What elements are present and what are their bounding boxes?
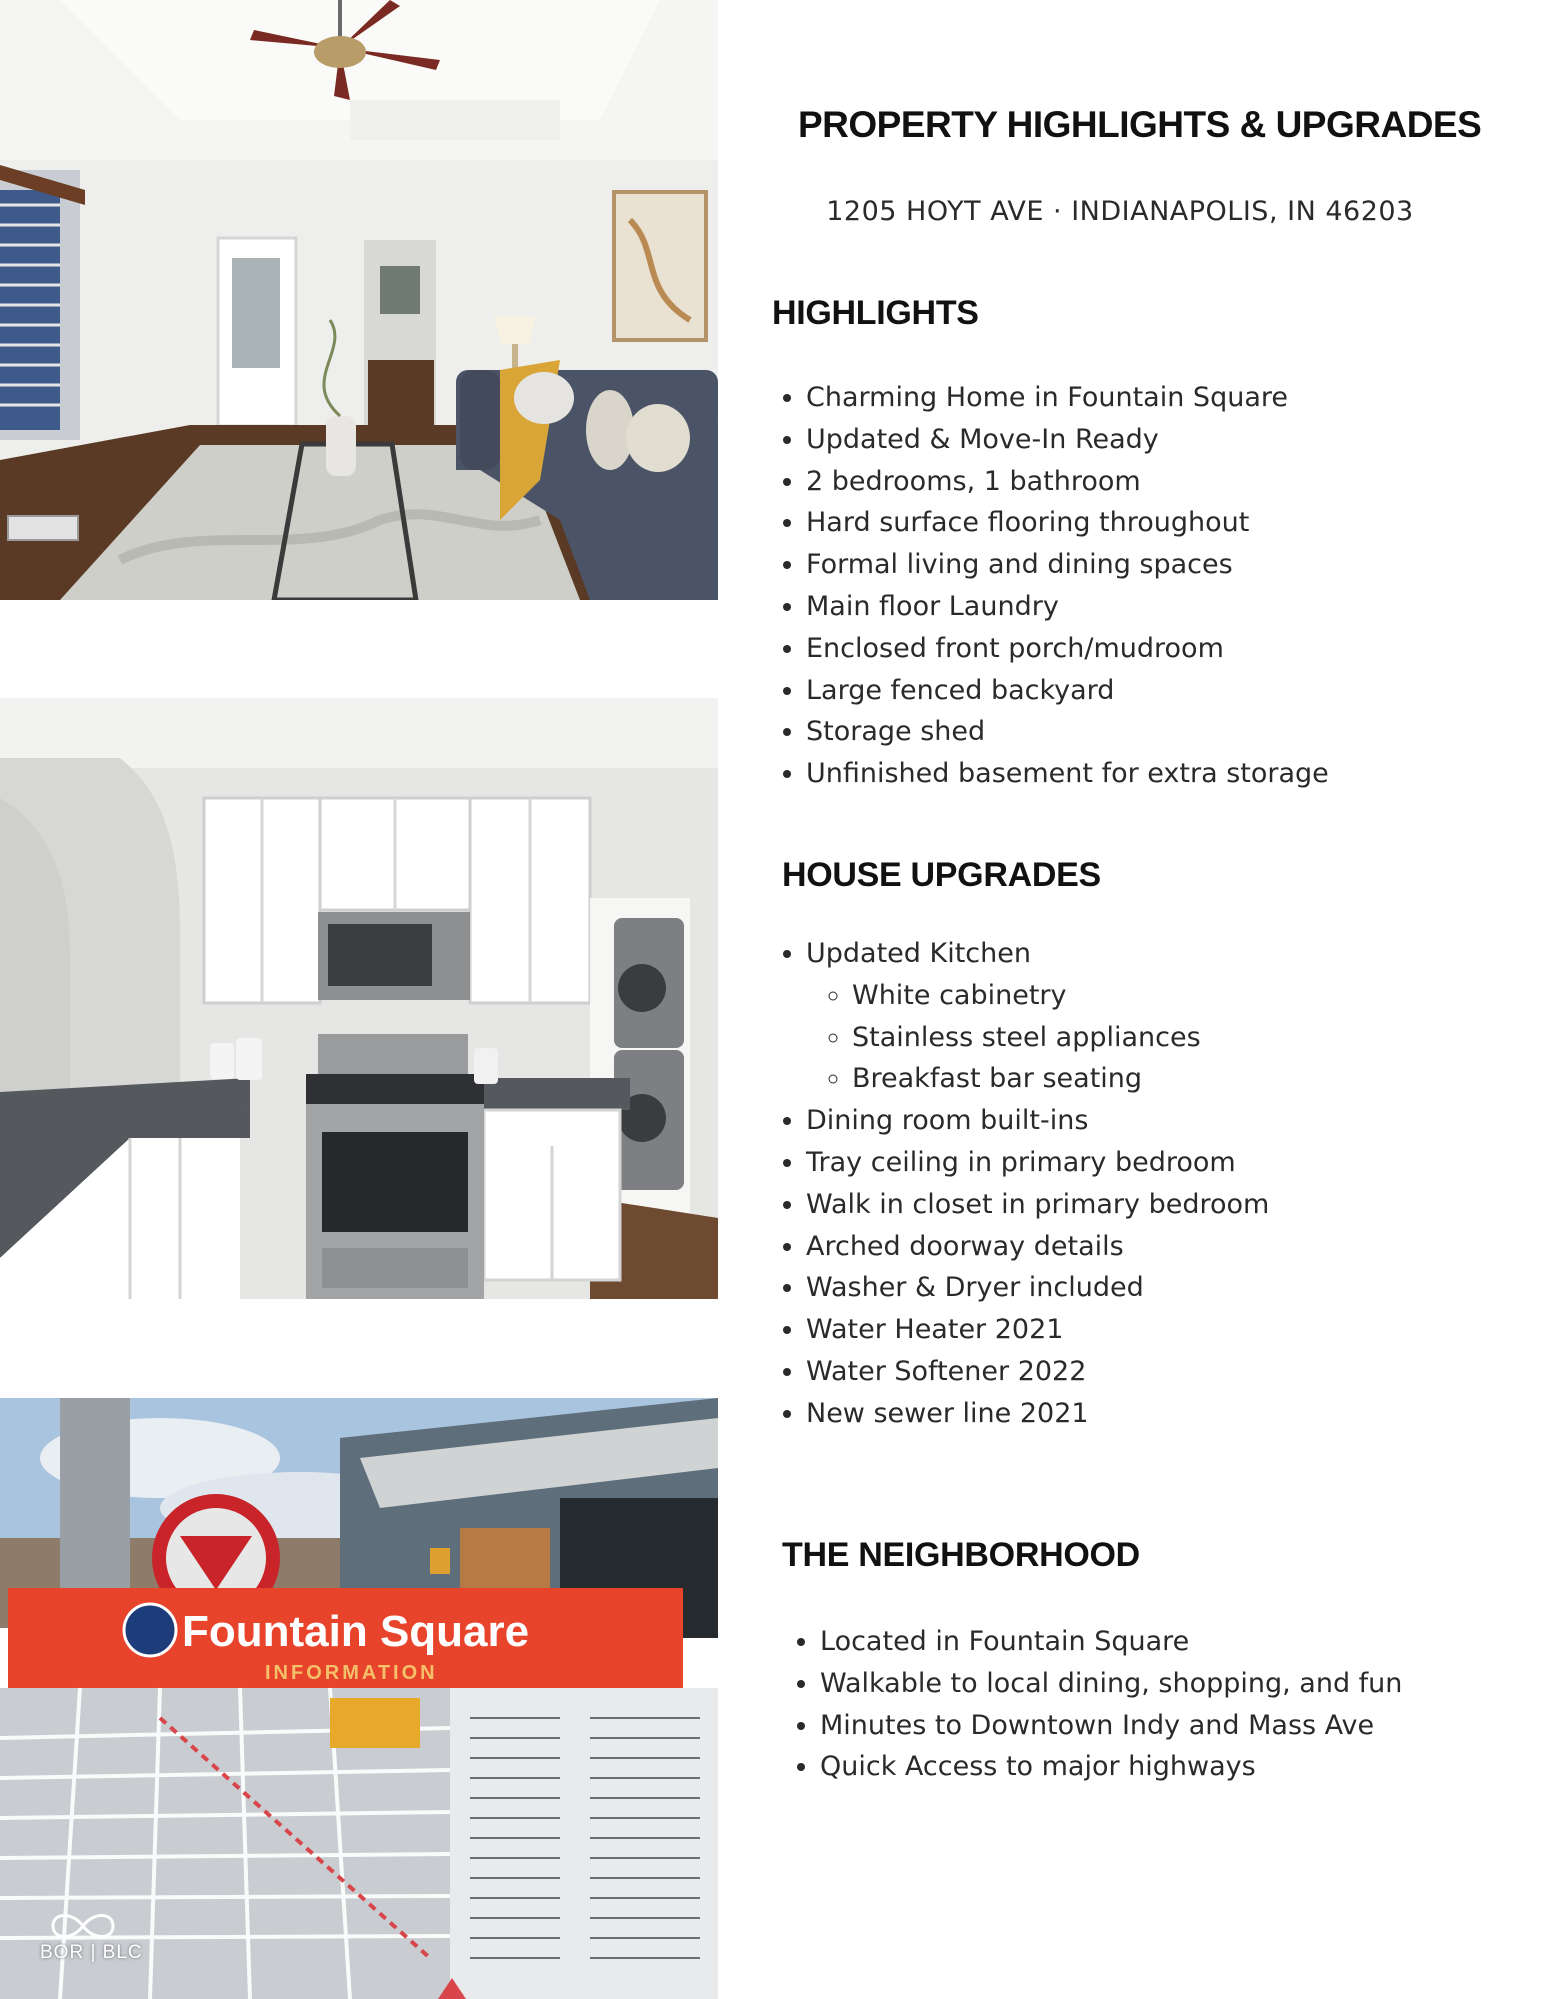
highlights-list (772, 377, 1329, 795)
list-item: • Storage shed (806, 711, 1329, 753)
infinity-logo-icon (48, 1912, 118, 1940)
watermark-text: BOR | BLC (40, 1942, 143, 1963)
mls-watermark (40, 1912, 143, 1964)
list-item: • Located in Fountain Square (820, 1621, 1402, 1663)
list-item: • Washer & Dryer included (806, 1267, 1269, 1309)
upgrades-list (772, 933, 1269, 1435)
list-item: • Tray ceiling in primary bedroom (806, 1142, 1269, 1184)
upgrades-heading: HOUSE UPGRADES (782, 856, 1101, 894)
neighborhood-heading: THE NEIGHBORHOOD (782, 1536, 1140, 1574)
list-item: • New sewer line 2021 (806, 1393, 1269, 1435)
list-item: • Unfinished basement for extra storage (806, 753, 1329, 795)
sub-list-item: ◦ Stainless steel appliances (852, 1017, 1269, 1059)
list-item: • Formal living and dining spaces (806, 544, 1329, 586)
list-item: • 2 bedrooms, 1 bathroom (806, 461, 1329, 503)
list-item: • Arched doorway details (806, 1226, 1269, 1268)
sub-list-item: ◦ White cabinetry (852, 975, 1269, 1017)
neighborhood-list (786, 1621, 1402, 1788)
living-room-photo (0, 0, 718, 600)
property-address: 1205 HOYT AVE · INDIANAPOLIS, IN 46203 (826, 196, 1414, 227)
list-item: • Water Heater 2021 (806, 1309, 1269, 1351)
list-item: • Updated & Move-In Ready (806, 419, 1329, 461)
list-item: • Quick Access to major highways (820, 1746, 1402, 1788)
kitchen-photo (0, 698, 718, 1299)
list-item: • Walk in closet in primary bedroom (806, 1184, 1269, 1226)
list-item: • Hard surface flooring throughout (806, 502, 1329, 544)
list-item: • Minutes to Downtown Indy and Mass Ave (820, 1705, 1402, 1747)
list-item: • Large fenced backyard (806, 670, 1329, 712)
list-item: • Dining room built-ins (806, 1100, 1269, 1142)
kitchen-label: Updated Kitchen (806, 938, 1031, 969)
list-item: • Charming Home in Fountain Square (806, 377, 1329, 419)
list-item: • Water Softener 2022 (806, 1351, 1269, 1393)
sub-list-item: ◦ Breakfast bar seating (852, 1058, 1269, 1100)
list-item: • Walkable to local dining, shopping, and fun (820, 1663, 1402, 1705)
kitchen-sub-list (806, 975, 1269, 1100)
list-item: • Main floor Laundry (806, 586, 1329, 628)
sign-title-text: Fountain Square (182, 1607, 530, 1656)
list-item-kitchen (806, 933, 1269, 1100)
list-item: • Enclosed front porch/mudroom (806, 628, 1329, 670)
highlights-heading: HIGHLIGHTS (772, 294, 979, 332)
fountain-square-sign-photo (0, 1398, 718, 1999)
page-title: PROPERTY HIGHLIGHTS & UPGRADES (798, 104, 1482, 145)
sign-subtitle-text: INFORMATION (265, 1662, 438, 1684)
